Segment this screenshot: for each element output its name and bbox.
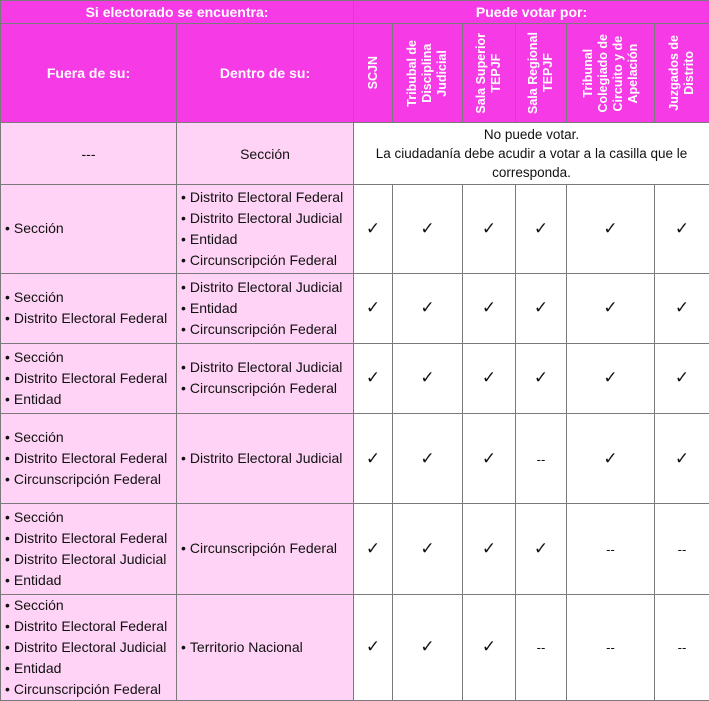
check-mark-icon: ✓ <box>533 368 549 389</box>
fuera-list <box>1 287 176 329</box>
cell-fuera: --- <box>1 123 177 185</box>
list-item: • Sección <box>5 347 176 368</box>
cell-dentro <box>177 343 354 413</box>
vote-cell <box>516 594 567 700</box>
vote-cell <box>567 343 655 413</box>
cell-dentro: Sección <box>177 123 354 185</box>
list-item: • Distrito Electoral Judicial <box>181 357 353 378</box>
dash-mark: -- <box>677 541 687 557</box>
cell-no-vote-note <box>354 123 709 185</box>
vote-cell <box>567 185 655 273</box>
vote-cell <box>567 273 655 343</box>
vote-cell <box>516 273 567 343</box>
list-item: • Circunscripción Federal <box>181 538 353 559</box>
list-item: • Sección <box>5 287 176 308</box>
vote-cell <box>393 343 463 413</box>
cell-fuera <box>1 413 177 503</box>
list-item: • Distrito Electoral Federal <box>5 368 176 389</box>
check-mark-icon: ✓ <box>603 448 618 469</box>
header-tribunal-disciplina-label: Tribubal de Disciplina Judicial <box>405 39 449 107</box>
header-tribunal-colegiado-label: Tribunal Colegiado de Circuito y de Apelación <box>580 33 640 113</box>
check-mark-icon: ✓ <box>674 298 690 319</box>
table-row <box>1 343 709 413</box>
table-row <box>1 273 709 343</box>
list-item: • Sección <box>5 595 176 616</box>
check-mark-icon: ✓ <box>365 538 381 559</box>
check-mark-icon: ✓ <box>365 368 381 389</box>
list-item: • Circunscripción Federal <box>181 378 353 399</box>
fuera-list <box>1 427 176 490</box>
vote-cell <box>354 273 393 343</box>
cell-dentro <box>177 594 354 700</box>
list-item: • Distrito Electoral Federal <box>5 616 176 637</box>
cell-fuera <box>1 594 177 700</box>
check-mark-icon: ✓ <box>420 448 435 469</box>
list-item: • Distrito Electoral Judicial <box>5 637 176 658</box>
fuera-list <box>1 507 176 591</box>
header-juzgados-distrito <box>655 24 709 123</box>
vote-cell <box>463 504 516 594</box>
header-sala-regional-label: Sala Regional TEPJF <box>526 32 555 114</box>
table-row <box>1 185 709 273</box>
list-item: • Circunscripción Federal <box>5 679 176 700</box>
vote-cell <box>655 273 709 343</box>
header-tribunal-disciplina <box>393 24 463 123</box>
vote-cell <box>655 504 709 594</box>
vote-cell <box>655 594 709 700</box>
fuera-list <box>1 347 176 410</box>
check-mark-icon: ✓ <box>420 298 435 319</box>
dash-mark: -- <box>606 541 615 557</box>
header-location-group: Si electorado se encuentra: <box>1 1 354 24</box>
vote-cell <box>516 413 567 503</box>
vote-cell <box>354 413 393 503</box>
list-item: • Entidad <box>5 570 176 591</box>
vote-cell <box>655 343 709 413</box>
note-line: corresponda. <box>492 165 571 181</box>
header-sala-regional <box>516 24 567 123</box>
vote-cell <box>655 413 709 503</box>
check-mark-icon: ✓ <box>481 538 497 559</box>
check-mark-icon: ✓ <box>674 448 690 469</box>
list-item: • Sección <box>5 427 176 448</box>
header-fuera: Fuera de su: <box>1 24 177 123</box>
dentro-list <box>177 637 353 658</box>
header-juzgados-distrito-label: Juzgados de Distrito <box>667 35 697 111</box>
check-mark-icon: ✓ <box>481 298 497 319</box>
check-mark-icon: ✓ <box>365 218 381 239</box>
vote-cell <box>516 504 567 594</box>
list-item: • Distrito Electoral Federal <box>5 528 176 549</box>
vote-cell <box>567 594 655 700</box>
cell-dentro <box>177 413 354 503</box>
header-dentro: Dentro de su: <box>177 24 354 123</box>
list-item: • Distrito Electoral Judicial <box>5 549 176 570</box>
list-item: • Circunscripción Federal <box>181 319 353 340</box>
check-mark-icon: ✓ <box>533 298 549 319</box>
check-mark-icon: ✓ <box>420 218 435 239</box>
cell-fuera <box>1 273 177 343</box>
list-item: • Distrito Electoral Federal <box>181 187 353 208</box>
check-mark-icon: ✓ <box>420 538 435 559</box>
check-mark-icon: ✓ <box>674 218 690 239</box>
table-row <box>1 504 709 594</box>
list-item: • Entidad <box>5 658 176 679</box>
dash-mark: -- <box>536 640 546 656</box>
list-item: • Entidad <box>181 298 353 319</box>
list-item: • Entidad <box>5 389 176 410</box>
vote-cell <box>354 343 393 413</box>
vote-cell <box>393 273 463 343</box>
dentro-list <box>177 187 353 271</box>
header-scjn <box>354 24 393 123</box>
table-row <box>1 123 709 185</box>
check-mark-icon: ✓ <box>365 637 381 658</box>
dentro-list <box>177 538 353 559</box>
list-item: • Territorio Nacional <box>181 637 353 658</box>
check-mark-icon: ✓ <box>481 368 497 389</box>
check-mark-icon: ✓ <box>533 218 549 239</box>
list-item: • Distrito Electoral Federal <box>5 308 176 329</box>
list-item: • Circunscripción Federal <box>5 469 176 490</box>
vote-cell <box>655 185 709 273</box>
list-item: • Sección <box>5 507 176 528</box>
vote-cell <box>354 185 393 273</box>
cell-fuera <box>1 185 177 273</box>
list-item: • Distrito Electoral Judicial <box>181 448 353 469</box>
vote-cell <box>463 185 516 273</box>
cell-dentro <box>177 273 354 343</box>
check-mark-icon: ✓ <box>365 448 381 469</box>
list-item: • Entidad <box>181 229 353 250</box>
table-row <box>1 413 709 503</box>
vote-cell <box>354 504 393 594</box>
cell-fuera <box>1 504 177 594</box>
dash-mark: -- <box>606 640 615 656</box>
cell-fuera <box>1 343 177 413</box>
header-sala-superior-label: Sala Superior TEPJF <box>474 32 503 114</box>
vote-cell <box>354 594 393 700</box>
list-item: • Circunscripción Federal <box>181 250 353 271</box>
cell-dentro <box>177 504 354 594</box>
vote-cell <box>393 413 463 503</box>
check-mark-icon: ✓ <box>481 637 497 658</box>
check-mark-icon: ✓ <box>481 218 497 239</box>
dentro-list <box>177 277 353 340</box>
vote-cell <box>463 273 516 343</box>
vote-cell <box>463 594 516 700</box>
note-line: La ciudadanía debe acudir a votar a la casilla que le <box>375 146 688 162</box>
cell-dentro <box>177 185 354 273</box>
vote-cell <box>516 343 567 413</box>
dentro-list <box>177 448 353 469</box>
check-mark-icon: ✓ <box>674 368 690 389</box>
vote-cell <box>567 504 655 594</box>
vote-cell <box>393 594 463 700</box>
header-tribunal-colegiado <box>567 24 655 123</box>
dash-mark: -- <box>536 451 546 467</box>
fuera-list <box>1 218 176 239</box>
check-mark-icon: ✓ <box>603 298 618 319</box>
header-can-vote-group: Puede votar por: <box>354 1 709 24</box>
list-item: • Sección <box>5 218 176 239</box>
vote-cell <box>393 185 463 273</box>
fuera-list <box>1 595 176 700</box>
check-mark-icon: ✓ <box>533 538 549 559</box>
note-line: No puede votar. <box>483 127 580 143</box>
vote-cell <box>516 185 567 273</box>
header-sala-superior <box>463 24 516 123</box>
check-mark-icon: ✓ <box>420 637 435 658</box>
list-item: • Distrito Electoral Federal <box>5 448 176 469</box>
dash-mark: -- <box>677 640 687 656</box>
vote-cell <box>463 413 516 503</box>
check-mark-icon: ✓ <box>603 218 618 239</box>
check-mark-icon: ✓ <box>481 448 497 469</box>
vote-cell <box>393 504 463 594</box>
check-mark-icon: ✓ <box>365 298 381 319</box>
list-item: • Distrito Electoral Judicial <box>181 277 353 298</box>
header-scjn-label: SCJN <box>365 56 380 90</box>
vote-cell <box>463 343 516 413</box>
check-mark-icon: ✓ <box>603 368 618 389</box>
check-mark-icon: ✓ <box>420 368 435 389</box>
vote-cell <box>567 413 655 503</box>
dentro-list <box>177 357 353 399</box>
list-item: • Distrito Electoral Judicial <box>181 208 353 229</box>
table-row <box>1 594 709 700</box>
